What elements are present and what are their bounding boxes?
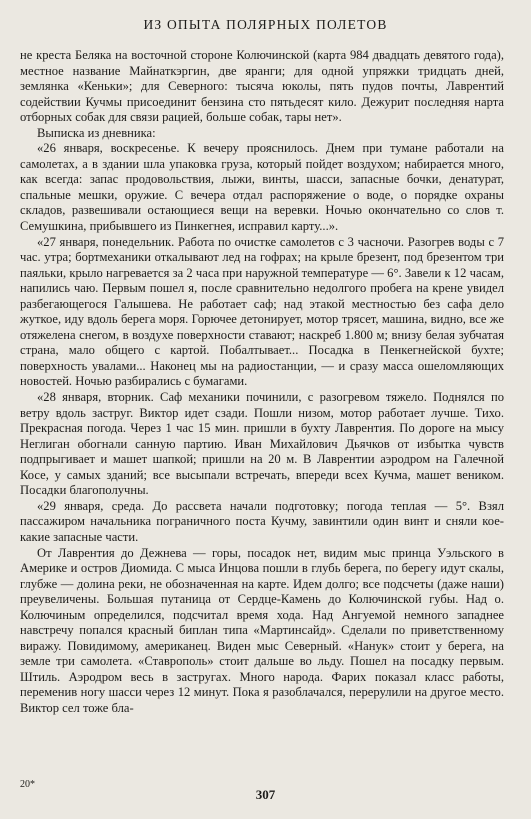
- signature-mark: 20*: [20, 779, 35, 790]
- running-title: ИЗ ОПЫТА ПОЛЯРНЫХ ПОЛЕТОВ: [143, 17, 388, 32]
- paragraph: «29 января, среда. До рассвета начали подготовку; погода теплая — 5°. Взял пассажиром начальника пограничного поста Кучму, завинтили один винт и сняли кое-какие запасные части.: [20, 498, 504, 544]
- paragraph: не креста Беляка на восточной стороне Колючинской (карта 984 двадцать девятого года), местное название Майнаткэргин, две яранги; для одной упряжки тридцать дней, землянка «Кеньки»; для Северного: тысяча юколы, пять пудов почты, Лаврентий содействии Кучмы присоединит бензина сто пятьдесят кило. Дежурит последняя нарта отборных собак для связи рацией, больше собак, тары нет».: [20, 48, 504, 125]
- paragraph: «26 января, воскресенье. К вечеру прояснилось. Днем при тумане работали на самолетах, а в здании шла упаковка груза, который пойдет воздухом; набирается много, как всегда: запас продовольствия, лыжи, винты, шасси, запасные бочки, денатурат, спальные мешки, оружие. С вечера отдал распоряжение о воде, о порядке охраны складов, развешивали остающиеся вещи на веревки. Ночью окончательно со слов т. Семушкина, прибывшего из Пинкегнея, исправил карту...».: [20, 141, 504, 234]
- body-text: [20, 48, 504, 717]
- paragraph: Выписка из дневника:: [37, 125, 156, 140]
- page-number: 307: [255, 787, 276, 802]
- paragraph: От Лаврентия до Дежнева — горы, посадок нет, видим мыс принца Уэльского в Америке и остров Диомида. С мыса Инцова пошли в глубь берега, по берегу идут скалы, глубже — долина реки, не обозначенная на карте. Идем долго; все подсчеты (даже наши) преувеличены. Большая путаница от Сердце-Камень до Колючинской губы. Над о. Колючиным определился, подсчитал время хода. Над Ангуемой немного западнее навстречу попался красный биплан типа «Мартинсайд». Сделали по приветственному виражу. Повидимому, американец. Виден мыс Северный. «Нанук» стоит у берега, на земле три самолета. «Ставрополь» стоит дальше во льду. Пошел на посадку первым. Штиль. Аэродром весь в застругах. Много народа. Фарих показал класс работы, переменив ногу шасси через 12 минут. Пока я разоблачался, перерулили на другое место. Виктор сел тоже бла-: [20, 545, 504, 715]
- paragraph: «27 января, понедельник. Работа по очистке самолетов с 3 часночи. Разогрев воды с 7 час. утра; бортмеханики откалывают лед на гофрах; на крыле брезент, под брезентом три паяльки, крыло нагревается за 2 часа при наружной температуре — 6°. Завели к 12 часам, напились чаю. Первым пошел я, после сравнительно недолгого пробега на крене увидел разбегающегося Галышева. Не работает саф; над этакой местностью без сафа дело жуткое, иду вдоль берега моря. Горючее детонирует, мотор трясет, машина, видно, все же отяжелена снегом, в воздухе поверхности ставают; наскреб 1.800 м; внизу белая зубчатая страна, мало общего с картой. Побалтывает... Посадка в Пенкегнейской бухте; поверхность увалами... Наконец мы на радиостанции, — и сразу масса ошеломляющих новостей. Ночью разбирались с бумагами.: [20, 234, 504, 389]
- paragraph: «28 января, вторник. Саф механики починили, с разогревом тяжело. Поднялся по ветру вдоль заструг. Виктор идет сзади. Пошли низом, мотор работает лучше. Тихо. Прекрасная погода. Через 1 час 15 мин. пришли в бухту Лаврентия. По дороге на мысу Неглиган обогнали санную партию. Иван Михайлович Дьячков от избытка чувств подпрыгивает и машет шапкой; пришли на 20 м. В Лаврентии аэродром на Галечной Косе, у самых зданий; все высыпали встречать, впереди всех Кучма, машет веником. Посадки благополучны.: [20, 390, 504, 498]
